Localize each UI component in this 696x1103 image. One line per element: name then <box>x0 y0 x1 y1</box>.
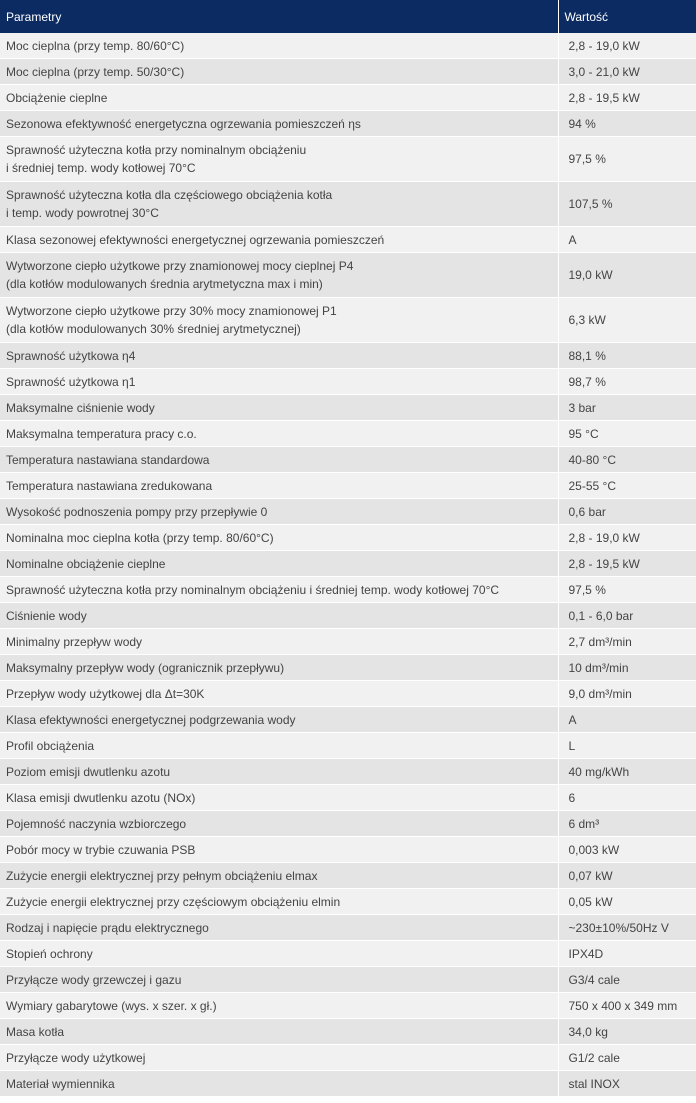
param-text: Nominalna moc cieplna kotła (przy temp. 80/60°C) <box>6 530 274 545</box>
param-text: Maksymalny przepływ wody (ogranicznik przepływu) <box>6 660 285 675</box>
param-cell <box>0 603 558 629</box>
column-header-value: Wartość <box>558 0 696 33</box>
param-text: Sprawność użyteczna kotła przy nominalnym obciążeniu <box>6 143 307 157</box>
param-cell <box>0 941 558 967</box>
param-cell <box>0 551 558 577</box>
value-cell: 97,5 % <box>558 137 696 182</box>
value-cell: 2,8 - 19,0 kW <box>558 525 696 551</box>
param-cell <box>0 707 558 733</box>
param-cell <box>0 993 558 1019</box>
column-header-param: Parametry <box>0 0 558 33</box>
value-cell: 0,05 kW <box>558 889 696 915</box>
param-text: Zużycie energii elektrycznej przy pełnym obciążeniu elmax <box>6 868 318 883</box>
param-cell <box>0 343 558 369</box>
table-row <box>0 785 696 811</box>
param-cell <box>0 577 558 603</box>
table-row <box>0 33 696 59</box>
param-cell <box>0 33 558 59</box>
param-cell <box>0 421 558 447</box>
param-cell <box>0 447 558 473</box>
value-cell: 88,1 % <box>558 343 696 369</box>
table-row <box>0 369 696 395</box>
table-row <box>0 655 696 681</box>
param-cell <box>0 655 558 681</box>
param-cell <box>0 863 558 889</box>
value-cell: L <box>558 733 696 759</box>
table-row <box>0 59 696 85</box>
param-text: Profil obciążenia <box>6 738 95 753</box>
table-row <box>0 681 696 707</box>
param-text: Rodzaj i napięcie prądu elektrycznego <box>6 920 209 935</box>
param-text: Minimalny przepływ wody <box>6 634 143 649</box>
param-cell <box>0 1045 558 1071</box>
table-row <box>0 733 696 759</box>
value-cell: 750 x 400 x 349 mm <box>558 993 696 1019</box>
value-cell: 40-80 °C <box>558 447 696 473</box>
value-cell: stal INOX <box>558 1071 696 1097</box>
param-text: Sprawność użytkowa η4 <box>6 348 136 363</box>
table-row <box>0 85 696 111</box>
param-cell <box>0 499 558 525</box>
value-cell: G3/4 cale <box>558 967 696 993</box>
value-cell: 40 mg/kWh <box>558 759 696 785</box>
table-row <box>0 1045 696 1071</box>
param-cell <box>0 837 558 863</box>
table-body <box>0 33 696 1097</box>
param-text: Temperatura nastawiana standardowa <box>6 452 210 467</box>
table-row <box>0 603 696 629</box>
value-cell: 107,5 % <box>558 182 696 227</box>
param-text: Przyłącze wody użytkowej <box>6 1050 146 1065</box>
param-text: Poziom emisji dwutlenku azotu <box>6 764 171 779</box>
table-row <box>0 863 696 889</box>
param-cell <box>0 629 558 655</box>
table-row <box>0 227 696 253</box>
param-text: Moc cieplna (przy temp. 50/30°C) <box>6 64 185 79</box>
param-text: Zużycie energii elektrycznej przy częściowym obciążeniu elmin <box>6 894 341 909</box>
table-row <box>0 707 696 733</box>
value-cell: 2,8 - 19,5 kW <box>558 551 696 577</box>
table-row <box>0 343 696 369</box>
table-row <box>0 421 696 447</box>
table-row <box>0 253 696 298</box>
table-row <box>0 137 696 182</box>
param-cell <box>0 395 558 421</box>
param-text: (dla kotłów modulowanych 30% średniej arytmetycznej) <box>6 322 301 336</box>
param-text: Nominalne obciążenie cieplne <box>6 556 166 571</box>
param-text: Przyłącze wody grzewczej i gazu <box>6 972 182 987</box>
value-cell: 2,8 - 19,5 kW <box>558 85 696 111</box>
param-text: Ciśnienie wody <box>6 608 87 623</box>
param-cell <box>0 759 558 785</box>
value-cell: 10 dm³/min <box>558 655 696 681</box>
table-row <box>0 889 696 915</box>
param-cell <box>0 182 558 227</box>
value-cell: 25-55 °C <box>558 473 696 499</box>
param-text: Wytworzone ciepło użytkowe przy 30% mocy znamionowej P1 <box>6 304 337 318</box>
value-cell: 6 dm³ <box>558 811 696 837</box>
table-row <box>0 499 696 525</box>
param-text: i temp. wody powrotnej 30°C <box>6 206 159 220</box>
param-text: Wymiary gabarytowe (wys. x szer. x gł.) <box>6 998 217 1013</box>
value-cell: 0,003 kW <box>558 837 696 863</box>
table-row <box>0 447 696 473</box>
param-text: Wysokość podnoszenia pompy przy przepływie 0 <box>6 504 268 519</box>
value-cell: 19,0 kW <box>558 253 696 298</box>
value-cell: 9,0 dm³/min <box>558 681 696 707</box>
value-cell: A <box>558 707 696 733</box>
value-cell: 3 bar <box>558 395 696 421</box>
value-cell: 95 °C <box>558 421 696 447</box>
value-cell: 97,5 % <box>558 577 696 603</box>
table-row <box>0 941 696 967</box>
table-row <box>0 182 696 227</box>
param-text: i średniej temp. wody kotłowej 70°C <box>6 161 196 175</box>
param-text: Stopień ochrony <box>6 946 93 961</box>
table-row <box>0 811 696 837</box>
param-cell <box>0 889 558 915</box>
param-text: Klasa sezonowej efektywności energetycznej ogrzewania pomieszczeń <box>6 232 385 247</box>
value-cell: 6,3 kW <box>558 298 696 343</box>
param-cell <box>0 1071 558 1097</box>
param-text: Obciążenie cieplne <box>6 90 108 105</box>
value-cell: 2,7 dm³/min <box>558 629 696 655</box>
table-row <box>0 525 696 551</box>
param-cell <box>0 915 558 941</box>
table-row <box>0 298 696 343</box>
param-cell <box>0 681 558 707</box>
table-row <box>0 837 696 863</box>
param-cell <box>0 59 558 85</box>
param-text: Maksymalna temperatura pracy c.o. <box>6 426 197 441</box>
param-cell <box>0 967 558 993</box>
value-cell: 3,0 - 21,0 kW <box>558 59 696 85</box>
table-row <box>0 395 696 421</box>
param-cell <box>0 785 558 811</box>
value-cell: 98,7 % <box>558 369 696 395</box>
table-row <box>0 629 696 655</box>
table-row <box>0 759 696 785</box>
param-text: Materiał wymiennika <box>6 1076 115 1091</box>
param-cell <box>0 137 558 182</box>
table-row <box>0 551 696 577</box>
table-row <box>0 915 696 941</box>
table-row <box>0 967 696 993</box>
table-row <box>0 111 696 137</box>
value-cell: 34,0 kg <box>558 1019 696 1045</box>
table-row <box>0 1071 696 1097</box>
param-text: Maksymalne ciśnienie wody <box>6 400 155 415</box>
param-cell <box>0 111 558 137</box>
param-text: (dla kotłów modulowanych średnia arytmetyczna max i min) <box>6 277 323 291</box>
param-text: Klasa efektywności energetycznej podgrzewania wody <box>6 712 296 727</box>
param-cell <box>0 1019 558 1045</box>
value-cell: 94 % <box>558 111 696 137</box>
value-cell: 0,6 bar <box>558 499 696 525</box>
param-text: Sprawność użytkowa η1 <box>6 374 136 389</box>
table-header <box>0 0 696 33</box>
param-text: Klasa emisji dwutlenku azotu (NOx) <box>6 790 196 805</box>
value-cell: 2,8 - 19,0 kW <box>558 33 696 59</box>
param-cell <box>0 369 558 395</box>
param-text: Pojemność naczynia wzbiorczego <box>6 816 187 831</box>
param-cell <box>0 253 558 298</box>
param-cell <box>0 525 558 551</box>
value-cell: A <box>558 227 696 253</box>
param-text: Masa kotła <box>6 1024 65 1039</box>
value-cell: 0,07 kW <box>558 863 696 889</box>
param-cell <box>0 227 558 253</box>
param-text: Moc cieplna (przy temp. 80/60°C) <box>6 38 185 53</box>
param-text: Sprawność użyteczna kotła dla częściowego obciążenia kotła <box>6 188 333 202</box>
param-cell <box>0 473 558 499</box>
table-row <box>0 577 696 603</box>
header-row <box>0 0 696 33</box>
value-cell: ~230±10%/50Hz V <box>558 915 696 941</box>
param-cell <box>0 733 558 759</box>
param-cell <box>0 811 558 837</box>
param-text: Temperatura nastawiana zredukowana <box>6 478 213 493</box>
param-text: Pobór mocy w trybie czuwania PSB <box>6 842 196 857</box>
value-cell: IPX4D <box>558 941 696 967</box>
value-cell: G1/2 cale <box>558 1045 696 1071</box>
param-text: Sezonowa efektywność energetyczna ogrzewania pomieszczeń ηs <box>6 116 361 131</box>
table-row <box>0 473 696 499</box>
param-cell <box>0 85 558 111</box>
value-cell: 6 <box>558 785 696 811</box>
value-cell: 0,1 - 6,0 bar <box>558 603 696 629</box>
param-text: Przepływ wody użytkowej dla Δt=30K <box>6 686 205 701</box>
param-text: Wytworzone ciepło użytkowe przy znamionowej mocy cieplnej P4 <box>6 259 354 273</box>
param-cell <box>0 298 558 343</box>
table-row <box>0 993 696 1019</box>
table-row <box>0 1019 696 1045</box>
param-text: Sprawność użyteczna kotła przy nominalnym obciążeniu i średniej temp. wody kotłowej 70°C <box>6 582 500 597</box>
